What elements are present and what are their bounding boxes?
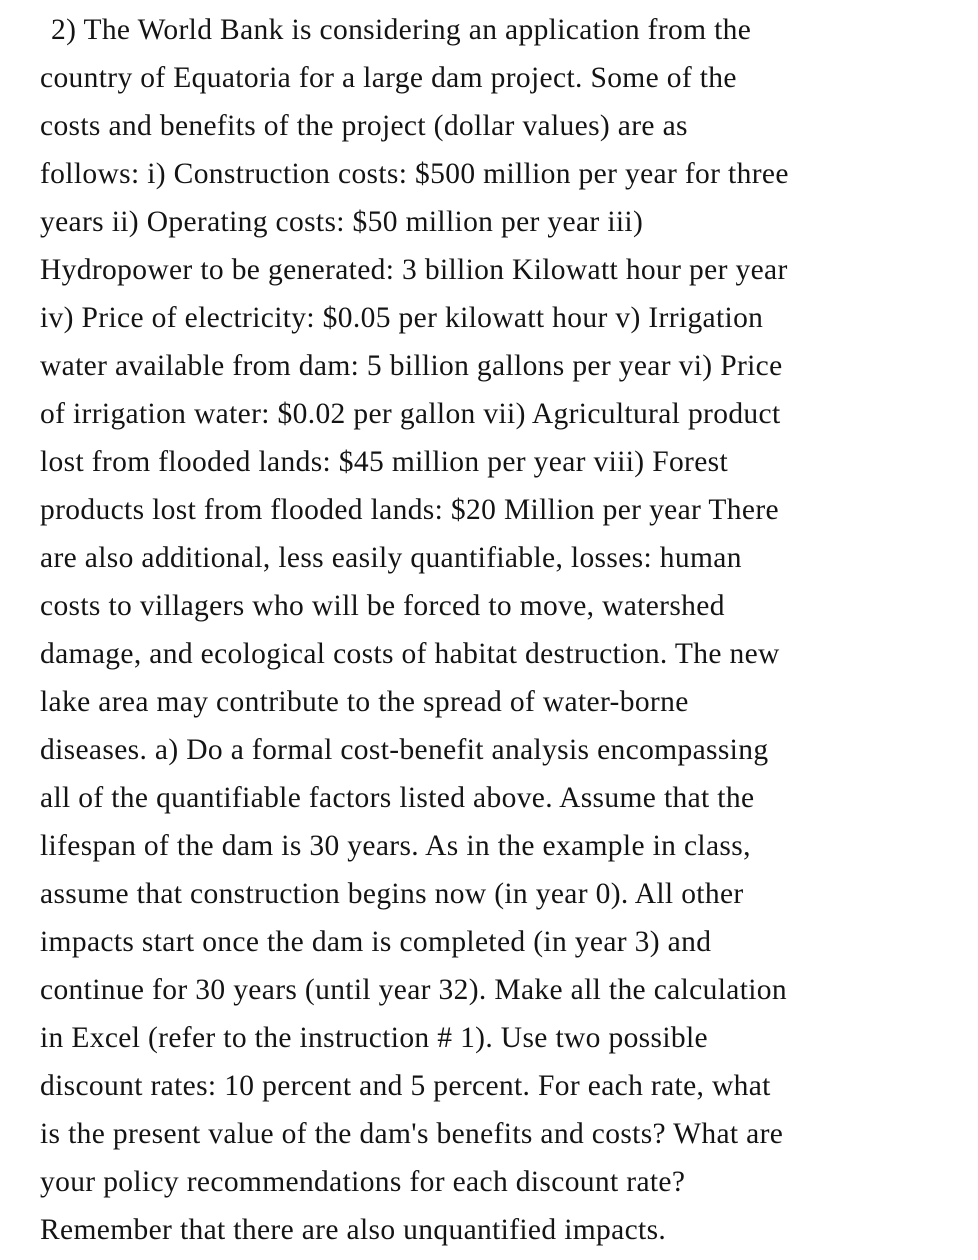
text-line: years ii) Operating costs: $50 million per year iii) bbox=[40, 206, 644, 238]
text-line: products lost from flooded lands: $20 Million per year There bbox=[40, 494, 779, 526]
text-line: Remember that there are also unquantified impacts. bbox=[40, 1214, 667, 1246]
text-line: all of the quantifiable factors listed above. Assume that the bbox=[40, 782, 755, 814]
text-line: costs and benefits of the project (dollar values) are as bbox=[40, 110, 688, 142]
text-line: your policy recommendations for each discount rate? bbox=[40, 1166, 686, 1198]
text-line: discount rates: 10 percent and 5 percent. For each rate, what bbox=[40, 1070, 771, 1102]
text-line: follows: i) Construction costs: $500 million per year for three bbox=[40, 158, 789, 190]
text-line: lifespan of the dam is 30 years. As in the example in class, bbox=[40, 830, 751, 862]
text-line: Hydropower to be generated: 3 billion Kilowatt hour per year bbox=[40, 254, 788, 286]
text-line: in Excel (refer to the instruction # 1). Use two possible bbox=[40, 1022, 708, 1054]
text-line: country of Equatoria for a large dam project. Some of the bbox=[40, 62, 737, 94]
text-line: are also additional, less easily quantifiable, losses: human bbox=[40, 542, 742, 574]
text-line: water available from dam: 5 billion gallons per year vi) Price bbox=[40, 350, 783, 382]
text-line: is the present value of the dam's benefits and costs? What are bbox=[40, 1118, 784, 1150]
text-line: continue for 30 years (until year 32). Make all the calculation bbox=[40, 974, 787, 1006]
text-line: diseases. a) Do a formal cost-benefit analysis encompassing bbox=[40, 734, 769, 766]
text-line: 2) The World Bank is considering an application from the bbox=[51, 14, 752, 46]
text-line: impacts start once the dam is completed (in year 3) and bbox=[40, 926, 712, 958]
text-line: of irrigation water: $0.02 per gallon vii) Agricultural product bbox=[40, 398, 781, 430]
text-line: assume that construction begins now (in year 0). All other bbox=[40, 878, 744, 910]
text-line: iv) Price of electricity: $0.05 per kilowatt hour v) Irrigation bbox=[40, 302, 764, 334]
text-line: lost from flooded lands: $45 million per year viii) Forest bbox=[40, 446, 729, 478]
text-line: lake area may contribute to the spread of water-borne bbox=[40, 686, 689, 718]
text-line: costs to villagers who will be forced to move, watershed bbox=[40, 590, 725, 622]
question-text bbox=[40, 6, 960, 1254]
text-line: damage, and ecological costs of habitat destruction. The new bbox=[40, 638, 780, 670]
